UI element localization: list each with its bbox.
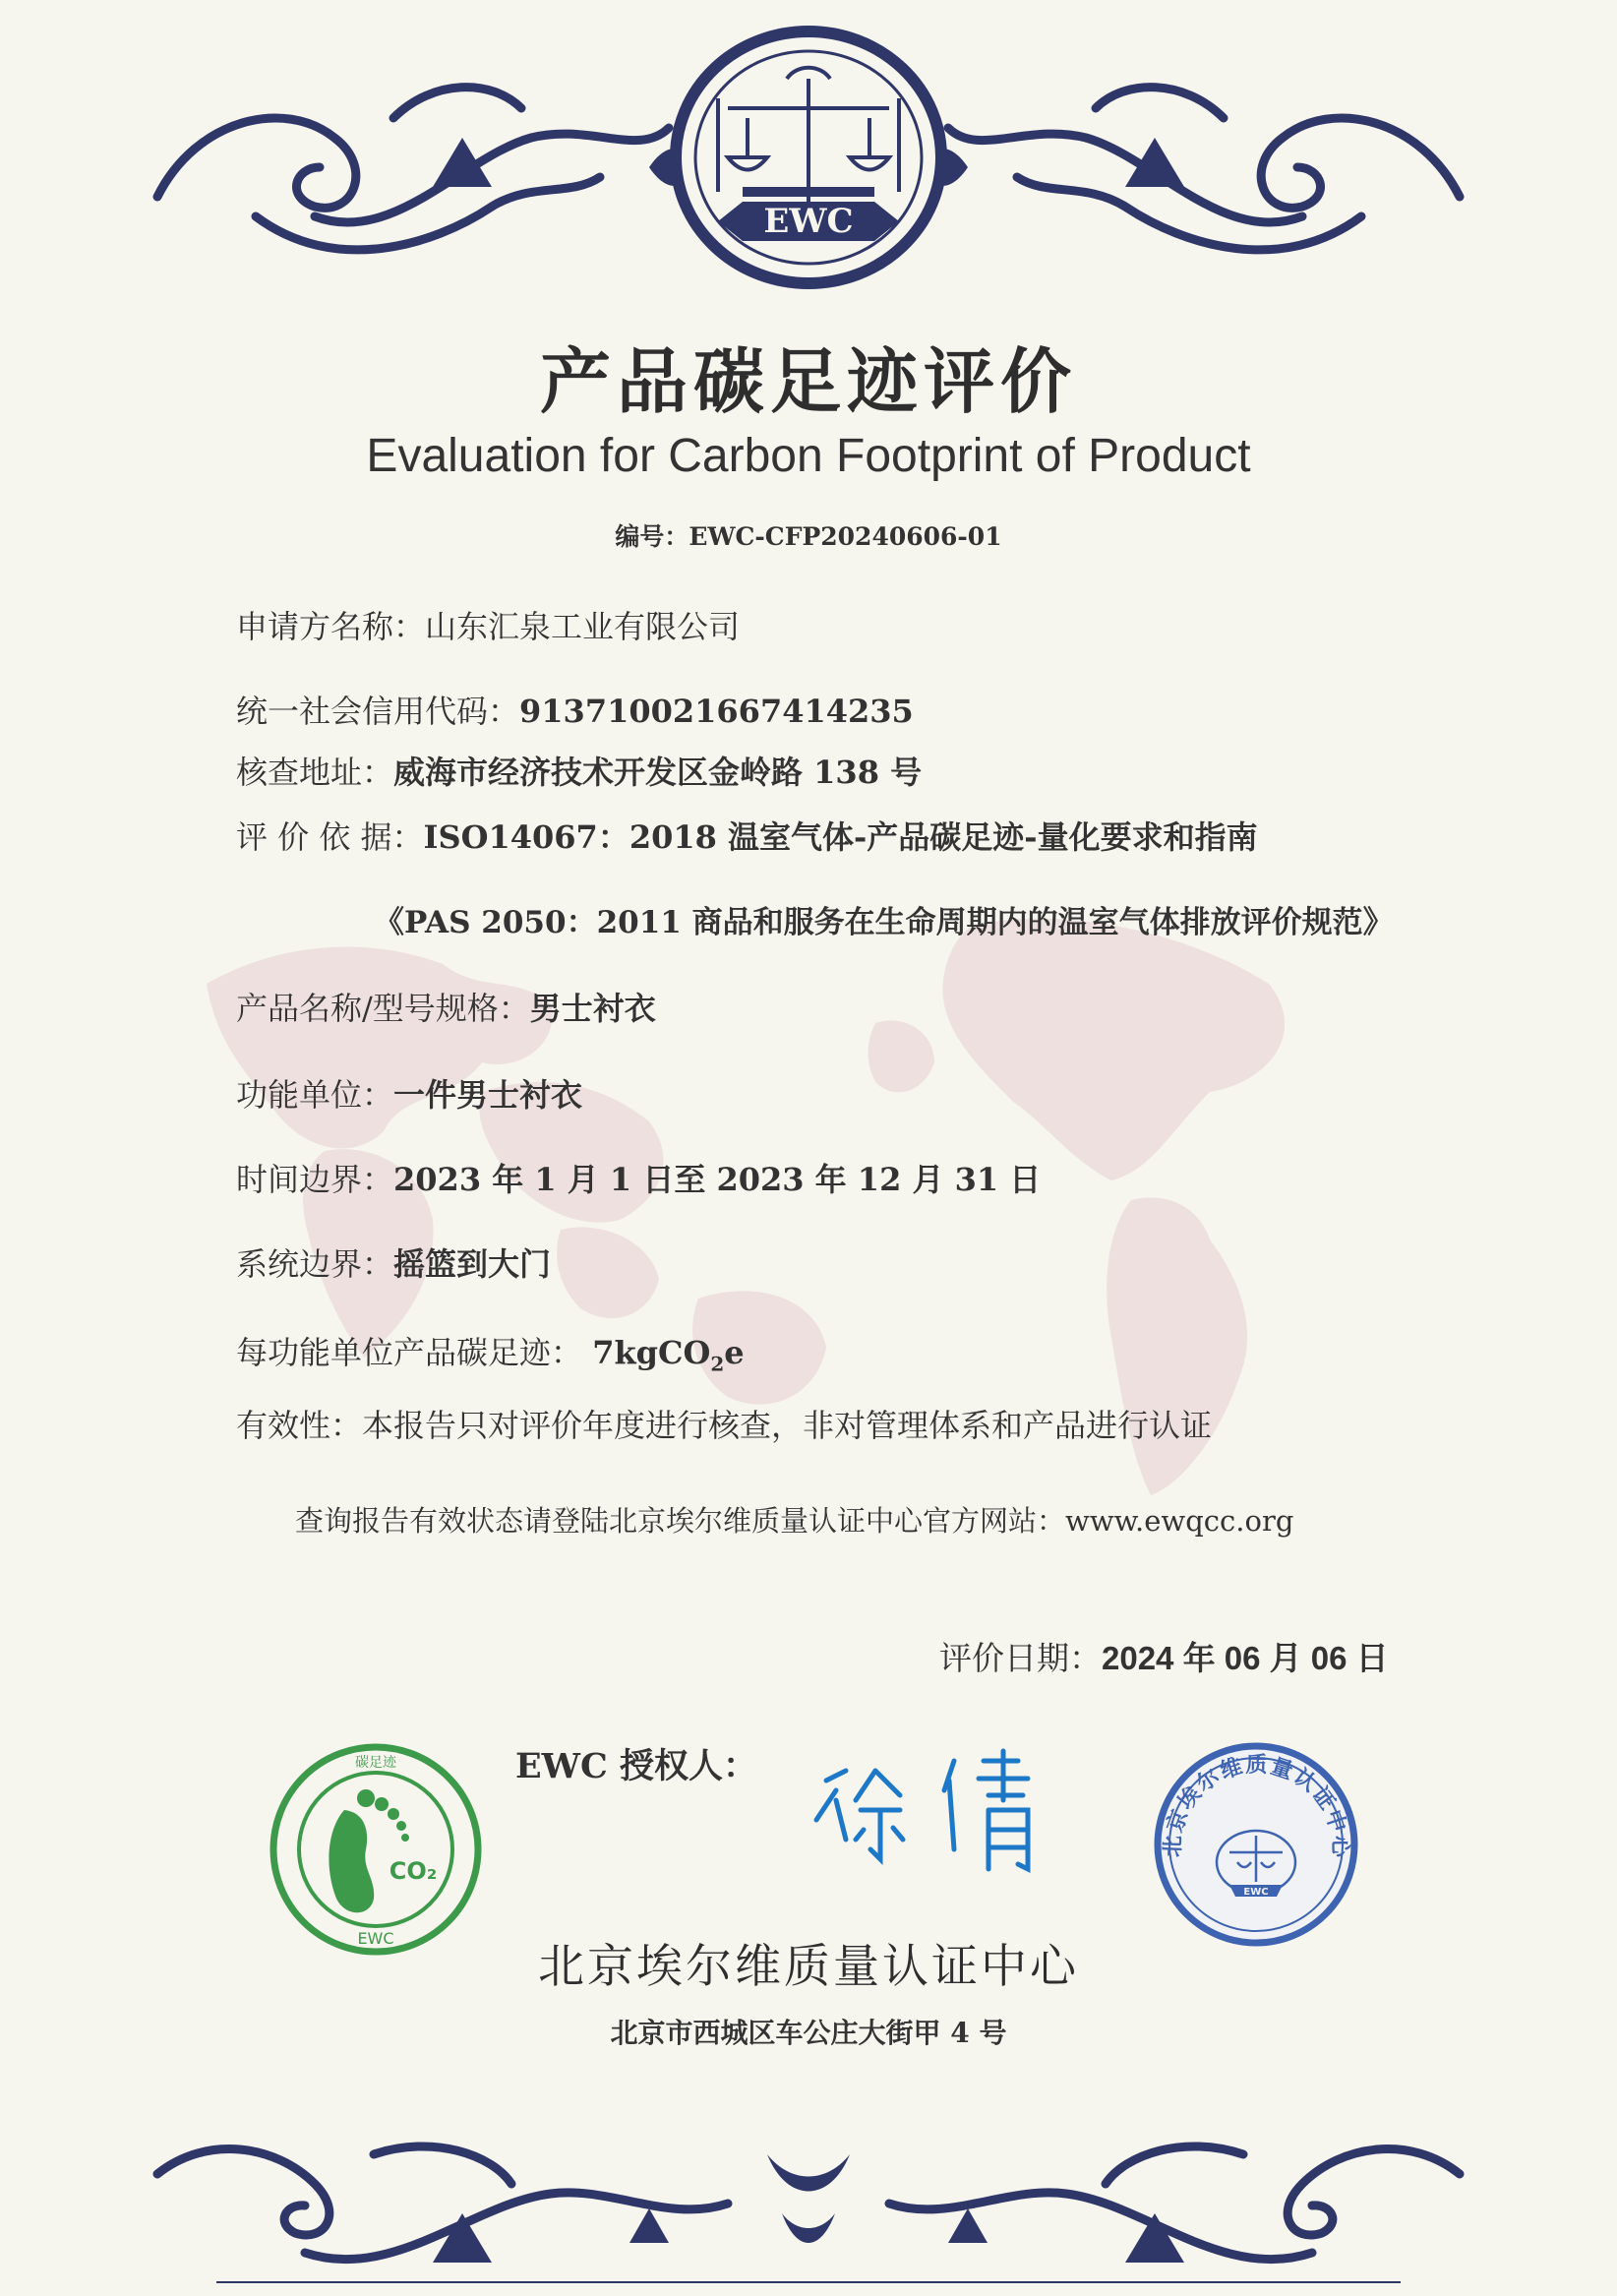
address-value: 威海市经济技术开发区金岭路 138 号 [393,754,923,791]
footprint-label: 每功能单位产品碳足迹： [236,1334,583,1371]
seal-center-text: EWC [1243,1887,1269,1898]
signature-image [807,1741,1062,1889]
time-boundary-row [236,1155,1041,1200]
credit-code-value: 913710021667414235 [519,693,914,730]
functional-unit-label: 功能单位： [236,1076,394,1114]
applicant-row [236,602,740,647]
evaluation-date-row [939,1633,1389,1679]
validity-value: 本报告只对评价年度进行核查，非对管理体系和产品进行认证 [362,1407,1213,1444]
functional-unit-row [236,1070,582,1116]
basis-label: 评 价 依 据： [236,818,424,856]
stamp-green-top-text: 碳足迹 [355,1755,396,1771]
credit-code-row [236,687,914,732]
time-boundary-label: 时间边界： [236,1161,394,1198]
stamp-green-bottom-text: EWC [357,1929,394,1948]
top-ornament-border [138,20,1479,315]
product-row [236,984,656,1029]
organization-name: 北京埃尔维质量认证中心 [538,1940,1079,1994]
applicant-value: 山东汇泉工业有限公司 [425,608,741,645]
time-boundary-value: 2023 年 1 月 1 日至 2023 年 12 月 31 日 [393,1161,1042,1198]
address-row [236,748,922,793]
system-boundary-row [236,1239,551,1285]
evaluation-date-value: 2024 年 06 月 06 日 [1102,1640,1389,1676]
basis-value: ISO14067：2018 温室气体-产品碳足迹-量化要求和指南 [423,818,1258,856]
certification-center-seal [1151,1739,1362,1951]
bottom-ornament-border [138,2115,1479,2292]
product-label: 产品名称/型号规格： [236,990,530,1027]
credit-code-label: 统一社会信用代码： [236,693,520,730]
emblem-ewc-text: EWC [763,202,854,241]
system-boundary-value: 摇篮到大门 [393,1245,552,1283]
certificate-number: 编号：EWC-CFP20240606-01 [615,522,1002,551]
functional-unit-value: 一件男士衬衣 [393,1076,583,1114]
query-website-text: 查询报告有效状态请登陆北京埃尔维质量认证中心官方网站：www.ewqcc.org [295,1504,1294,1538]
product-value: 男士衬衣 [529,990,656,1027]
authorizer-label: EWC 授权人： [515,1746,758,1786]
applicant-label: 申请方名称： [236,608,426,645]
evaluation-date-label: 评价日期： [939,1639,1102,1677]
footprint-row [236,1328,745,1375]
basis-row [236,813,1258,858]
basis-value-secondary: 《PAS 2050：2011 商品和服务在生命周期内的温室气体排放评价规范》 [374,905,1394,940]
carbon-footprint-stamp [268,1741,484,1958]
validity-label: 有效性： [236,1407,363,1444]
title-english: Evaluation for Carbon Footprint of Product [366,430,1251,482]
system-boundary-label: 系统边界： [236,1245,394,1283]
stamp-green-co2-text: CO₂ [389,1857,438,1885]
organization-address: 北京市西城区车公庄大街甲 4 号 [610,2017,1007,2049]
validity-row [236,1401,1212,1446]
title-chinese: 产品碳足迹评价 [539,339,1077,423]
address-label: 核查地址： [236,754,394,791]
footprint-value: 7kgCO$_2$e [592,1334,745,1376]
seal-ring-text: 北京埃尔维质量认证中心 [1161,1753,1352,1860]
